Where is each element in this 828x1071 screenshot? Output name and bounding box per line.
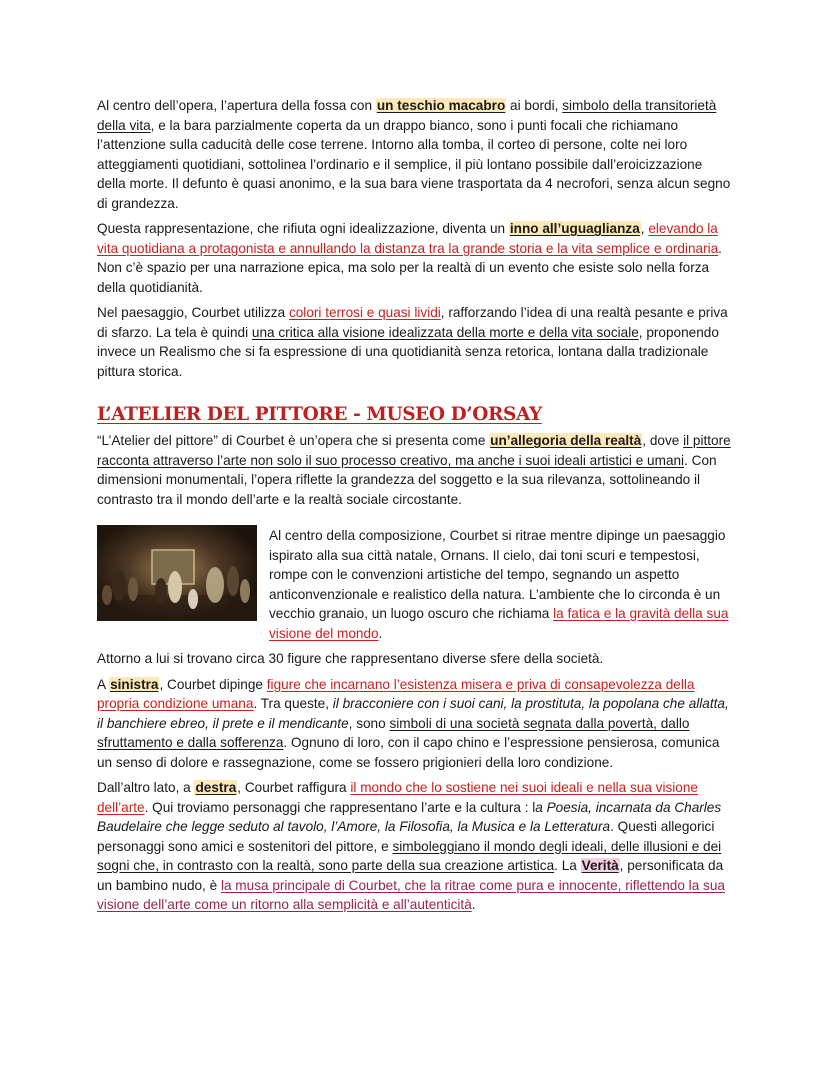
wine-underline-text: la musa principale di Courbet, che la ritrae come pura e innocente, riflettendo la sua visione dell’arte come un ritorno alla semplicità e all’autenticità [97,877,725,912]
paragraph-2 [97,219,733,297]
text: Dall’altro lato, a [97,780,195,795]
red-underline-text: la fatica e la gravità della sua visione del mondo [269,606,729,641]
text: . Questi allegorici personaggi sono amici e sostenitori del pittore, e [97,819,715,854]
red-underline-text: colori terrosi e quasi lividi [288,305,441,320]
text: , sono [348,715,390,731]
paragraph-8 [97,778,733,915]
highlight-sinistra: sinistra [110,676,159,692]
underline-text: una critica alla visione idealizzata della morte e della vita sociale [251,324,639,340]
paragraph-7 [97,675,733,773]
text: . Qui troviamo personaggi che rappresentano l’arte e la cultura : l [144,799,536,815]
text: . La [554,858,581,873]
text: . Non c’è spazio per una narrazione epica, ma solo per la realtà di un evento che esiste solo nella forza della quotidianità. [97,240,722,295]
text: , Courbet dipinge [159,676,267,692]
highlight-teschio: un teschio macabro [376,98,506,113]
text: ai bordi, [506,98,563,113]
text: . Ognuno di loro, con il capo chino e l’espressione pensierosa, comunica un senso di dolore e rassegnazione, come se fossero prigionieri della loro condizione. [97,735,720,770]
underline-text: simboleggiano il mondo degli ideali, delle illusioni e dei sogni che, in contrasto con la realtà, sono parte della sua creazione artistica [97,838,722,873]
italic-text: a Poesia, incarnata da Charles Baudelaire che legge seduto al tavolo, l’Amore, la Filosofia, la Musica e la Letteratura [97,799,722,834]
text: , proponendo invece un Realismo che si fa espressione di una quotidianità senza retorica, lontana dalla tradizionale pittura storica. [97,324,719,379]
text: . Con dimensioni monumentali, l’opera riflette la grandezza del soggetto e la sua rilevanza, sottolineando il contrasto tra il mondo dell’arte e la realtà sociale circostante. [97,452,717,507]
red-underline-text: figure che incarnano l’esistenza misera e priva di consapevolezza della propria condizione umana [97,676,695,711]
text: A [97,676,110,692]
red-underline-text: elevando la vita quotidiana a protagonista e annullando la distanza tra la grande storia e la vita semplice e ordinaria [97,221,719,256]
underline-text: simboli di una società segnata dalla povertà, dallo sfruttamento e dalla sofferenza [97,715,690,750]
text: Attorno a lui si trovano circa 30 figure che rappresentano diverse sfere della società. [97,651,604,666]
text: Al centro della composizione, Courbet si ritrae mentre dipinge un paesaggio ispirato alla sua città natale, Ornans. Il cielo, dai toni scuri e tempestosi, rompe con le convenzioni artistiche del tempo, segnando un aspetto anticonvenzionale e realistico della natura. L’ambiente che lo circonda è un vecchio granaio, un luogo oscuro che richiama [269,528,726,621]
paragraph-4 [97,431,733,509]
text: . Tra queste, [253,696,333,711]
text: , rafforzando l’idea di una realtà pesante e priva di sfarzo. La tela è quindi [97,305,728,340]
text: , e la bara parzialmente coperta da un drappo bianco, sono i punti focali che richiamano l’attenzione sulla caducità delle cose terrene. Intorno alla tomba, il corteo di persone, colte nei loro atteggiamenti quotidiani, sottolinea l’ordinario e il semplice, il più lontano possibile dall’eroicizzazione della morte. Il defunto è quasi anonimo, e la sua bara viene trasportata da 4 necrofori, senza alcun segno di grandezza. [97,117,731,211]
text: , personificata da un bambino nudo, è [97,858,724,893]
text: Nel paesaggio, Courbet utilizza [97,305,289,320]
section-atelier [97,402,733,921]
text: Questa rappresentazione, che rifiuta ogni idealizzazione, diventa un [97,221,509,236]
text: , Courbet raffigura [237,780,351,795]
text: Al centro dell’opera, l’apertura della fossa con [97,98,376,113]
section-funerale [97,96,733,387]
text: . [471,897,476,912]
italic-text: il bracconiere con i suoi cani, la prostituta, la popolana che allatta, il banchiere ebreo, il prete e il mendicante [97,696,729,731]
highlight-uguaglianza: inno all’uguaglianza [509,221,640,236]
underline-text: simbolo della transitorietà della vita [97,98,717,133]
underline-text: il pittore racconta attraverso l’arte non solo il suo processo creativo, ma anche i suoi ideali artistici e umani [97,433,731,468]
text: . [378,625,383,641]
text: “L’Atelier del pittore” di Courbet è un’opera che si presenta come [97,433,490,448]
text: , [640,221,645,236]
highlight-destra: destra [195,780,237,795]
paragraph-3 [97,303,733,381]
atelier-painting-thumbnail [97,525,257,621]
paragraph-6 [97,649,733,669]
text: , dove [642,433,684,448]
section-heading: L’ATELIER DEL PITTORE - MUSEO D’ORSAY [97,404,542,425]
red-underline-text: il mondo che lo sostiene nei suoi ideali e nella sua visione dell’arte [97,780,698,815]
paragraph-1 [97,96,733,213]
highlight-allegoria: un’allegoria della realtà [490,433,642,448]
highlight-verita: Verità [581,858,619,873]
